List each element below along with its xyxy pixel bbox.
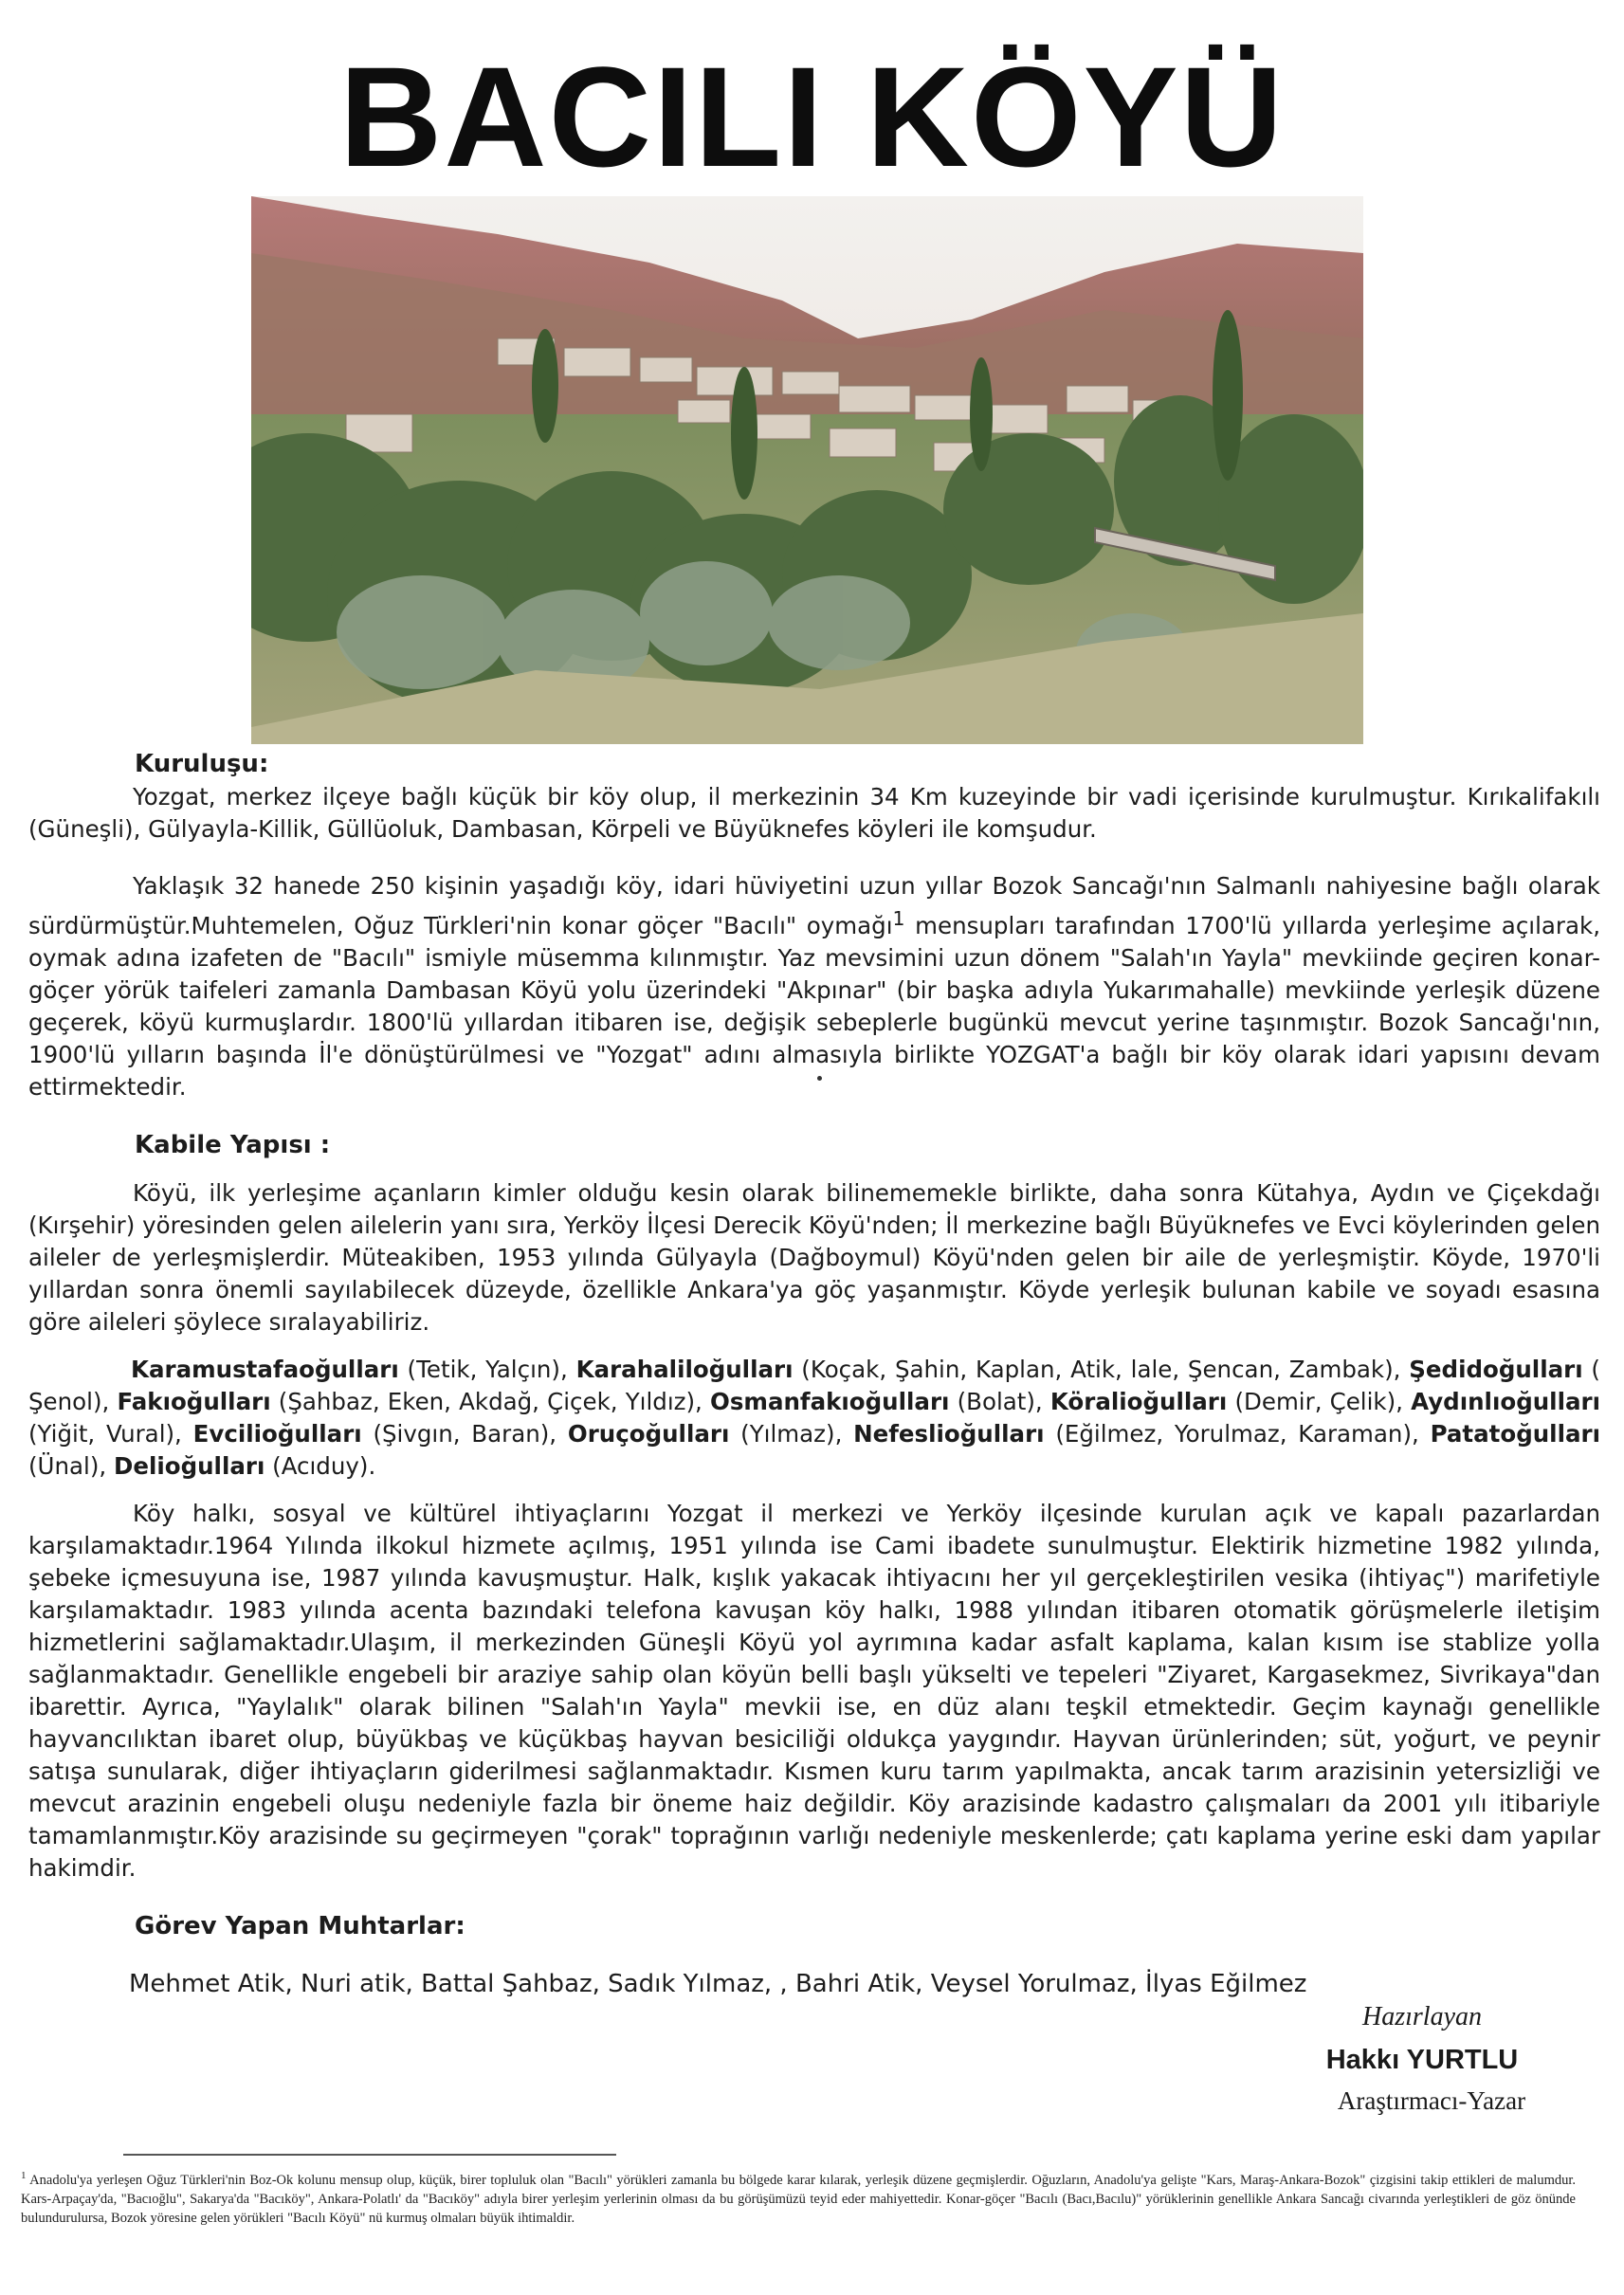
tribe-surnames: (Koçak, Şahin, Kaplan, Atik, lale, Şencan, Zambak),	[793, 1356, 1410, 1384]
tribe-name: Delioğulları	[113, 1452, 265, 1481]
signature-block	[1232, 1998, 1574, 2118]
kabile-paragraph-2: Köy halkı, sosyal ve kültürel ihtiyaçlarını Yozgat il merkezi ve Yerköy ilçesinde kurulan açık ve kapalı pazarlardan karşılamaktadır.1964 Yılında ilkokul hizmete açılmış, 1951 yılında ise Cami ibadete sunulmuştur. Elektirik hizmetine 1982 yılında, şebeke içmesuyuna ise, 1987 yılında kavuşmuştur. Halk, kışlık yakacak ihtiyacını her yıl gerçekleştirilen vesika (ihtiyaç") marifetiyle karşılamaktadır. 1983 yılında acenta bazındaki telefona kavuşan köy halkı, 1988 yılından itibaren otomatik görüşmelerle iletişim hizmetlerini sağlamaktadır.Ulaşım, il merkezinden Güneşli Köyü yol ayrımına kadar asfalt kaplama, kalan kısım ise stablize yolla sağlanmaktadır. Genellikle engebeli bir araziye sahip olan köyün belli başlı yükselti ve tepeleri "Ziyaret, Kargasekmez, Sivrikaya"dan ibarettir. Ayrıca, "Yaylalık" olarak bilinen "Salah'ın Yayla" mevkii ise, en düz alanı teşkil etmektedir. Geçim kaynağı genellikle hayvancılıktan ibaret olup, büyükbaş ve küçükbaş hayvan besiciliği oldukça yaygındır. Hayvan ürünlerinden; süt, yoğurt, ve peynir satışa sunularak, diğer ihtiyaçların giderilmesi sağlanmaktadır. Kısmen kuru tarım yapılmakta, ancak tarım arazisinin yetersizliği ve mevcut arazinin engebeli oluşu nedeniyle fazla bir öneme haiz değildir. Köy arazisinde kadastro çalışmaları da 2001 yılı itibariyle tamamlanmıştır.Köy arazisinde su geçirmeyen "çorak" toprağının varlığı nedeniyle meskenlerde; çatı kaplama yerine eski dam yapılar hakimdir.	[28, 1500, 1600, 1883]
page-title: BACILI KÖYÜ	[339, 37, 1285, 196]
village-photo	[251, 196, 1363, 744]
tribe-surnames: (Acıduy).	[265, 1452, 376, 1481]
kurulus-paragraph-1: Yozgat, merkez ilçeye bağlı küçük bir köy olup, il merkezinin 34 Km kuzeyinde bir vadi içerisinde kurulmuştur. Kırıkalifakılı (Güneşli), Gülyayla-Killik, Güllüoluk, Dambasan, Körpeli ve Büyüknefes köyleri ile komşudur.	[28, 783, 1600, 843]
kurulus-paragraph-2	[28, 870, 1600, 1103]
tribe-name: Aydınlıoğulları	[1411, 1388, 1600, 1416]
tribe-surnames: (Bolat),	[949, 1388, 1050, 1416]
footnote-text: Anadolu'ya yerleşen Oğuz Türkleri'nin Boz-Ok kolunu mensup olup, küçük, birer topluluk olan "Bacılı" yörükleri zamanla bu bölgede karar kılarak, yerleşik düzene geçmişlerdir. Oğuzların, Anadolu'ya gelişte "Kars, Maraş-Ankara-Bozok" çizgisini takip ettikleri de malumdur. Kars-Arpaçay'da, "Bacıoğlu", Sakarya'da "Bacıköy", Ankara-Polatlı' da "Bacıköy" adıyla birer yerleşim yerlerinin olması da bu görüşümüzü teyid eder mahiyettedir. Konar-göçer "Bacılı (Bacı,Bacılu)" yörüklerinin genellikle Ankara Sancağı civarında yerleştikleri de göz önünde bulundurulursa, Bozok yöresine gelen yörükleri "Bacılı Köyü" nü kurmuş olmaları büyük ihtimaldir.	[21, 2172, 1576, 2226]
kabile-paragraph-1: Köyü, ilk yerleşime açanların kimler olduğu kesin olarak bilinememekle birlikte, daha sonra Kütahya, Aydın ve Çiçekdağı (Kırşehir) yöresinden gelen ailelerin yanı sıra, Yerköy İlçesi Derecik Köyü'nden; İl merkezine bağlı Büyüknefes ve Evci köylerinden gelen aileler de yerleşmişlerdir. Müteakiben, 1953 yılında Gülyayla (Dağboymul) Köyü'nden gelen bir aile de yerleşmiştir. Köyde, 1970'li yıllardan sonra önemli sayılabilecek düzeyde, özellikle Ankara'ya göç yaşanmıştır. Köyde yerleşik bulunan kabile ve soyadı esasına göre aileleri şöylece sıralayabiliriz.	[28, 1179, 1600, 1337]
article-body	[28, 747, 1600, 2000]
tribe-surnames: (Yılmaz),	[729, 1420, 854, 1448]
tribe-surnames: (Eğilmez, Yorulmaz, Karaman),	[1044, 1420, 1431, 1448]
kurulus-paragraph-2-part-a: Yaklaşık 32 hanede 250 kişinin yaşadığı köy, idari hüviyetini uzun yıllar Bozok Sancağı'nın Salmanlı nahiyesine bağlı olarak sürdürmüştür.Muhtemelen, Oğuz Türkleri'nin konar göçer "Bacılı" oymağı	[28, 872, 1600, 940]
muhtar-names: Mehmet Atik, Nuri atik, Battal Şahbaz, Sadık Yılmaz, , Bahri Atik, Veysel Yorulmaz, İlyas Eğilmez	[129, 1970, 1307, 1999]
tribe-name: Evcilioğulları	[192, 1420, 362, 1448]
tribe-name: Oruçoğulları	[567, 1420, 730, 1448]
section-heading-kabile: Kabile Yapısı :	[135, 1131, 331, 1160]
tribe-list	[28, 1354, 1600, 1483]
tribe-surnames: (Şivgın, Baran),	[361, 1420, 568, 1448]
footnote-ref: 1	[892, 907, 905, 930]
tribe-name: Karahaliloğulları	[575, 1356, 794, 1384]
tribe-name: Osmanfakıoğulları	[710, 1388, 950, 1416]
section-heading-kurulus: Kuruluşu:	[135, 750, 269, 778]
tribe-name: Nefeslioğulları	[853, 1420, 1045, 1448]
section-heading-muhtar: Görev Yapan Muhtarlar:	[135, 1912, 465, 1941]
signature-role: Hazırlayan	[1362, 2002, 1482, 2031]
tribe-name: Patatoğulları	[1430, 1420, 1600, 1448]
tribe-name: Karamustafaoğulları	[131, 1356, 399, 1384]
scan-speck	[817, 1076, 822, 1081]
tribe-surnames: (Şahbaz, Eken, Akdağ, Çiçek, Yıldız),	[270, 1388, 711, 1416]
kurulus-paragraph-2-part-b: mensupları tarafından 1700'lü yıllarda yerleşime açılarak, oymak adına izafeten de "Bacılı" ismiyle müsemma kılınmıştır. Yaz mevsimini uzun dönem "Salah'ın Yayla" mevkiinde geçiren konar-göçer yörük taifeleri zamanla Dambasan Köyü yolu üzerindeki "Akpınar" (bir başka adıyla Yukarımahalle) mevkiinde yerleşik düzene geçerek, köyü kurmuşlardır. 1800'lü yıllardan itibaren ise, değişik sebeplerle bugünkü mevcut yerine taşınmıştır. Bozok Sancağı'nın, 1900'lü yılların başında İl'e dönüştürülmesi ve "Yozgat" adını almasıyla birlikte YOZGAT'a bağlı bir köy olarak idari yapısını devam ettirmektedir.	[28, 912, 1600, 1102]
tribe-surnames: ( Şenol),	[28, 1356, 1600, 1416]
tribe-surnames: (Tetik, Yalçın),	[398, 1356, 576, 1384]
tribe-name: Fakıoğulları	[117, 1388, 271, 1416]
village-landscape-image	[251, 196, 1363, 744]
footnote	[21, 2166, 1576, 2228]
tribe-name: Köralioğulları	[1049, 1388, 1228, 1416]
tribe-name: Şedidoğulları	[1409, 1356, 1583, 1384]
signature-job: Araştırmacı-Yazar	[1337, 2086, 1526, 2115]
footnote-divider	[123, 2154, 616, 2156]
signature-name: Hakkı YURTLU	[1325, 2045, 1519, 2075]
tribe-surnames: (Demir, Çelik),	[1227, 1388, 1412, 1416]
tribe-surnames: (Ünal),	[28, 1452, 114, 1481]
footnote-marker: 1	[21, 2170, 27, 2181]
tribe-surnames: (Yiğit, Vural),	[28, 1420, 193, 1448]
